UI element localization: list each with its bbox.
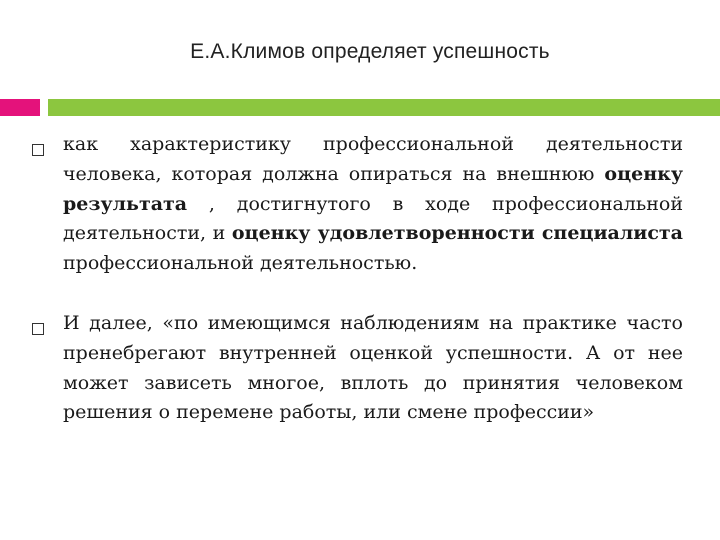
square-bullet-icon bbox=[32, 323, 44, 335]
bullet-1-seg-5: профессиональной деятельностью. bbox=[63, 252, 418, 275]
slide-title: Е.А.Климов определяет успешность bbox=[190, 40, 550, 63]
bullet-1-bold-2: оценку удовлетворенности специалиста bbox=[231, 222, 683, 245]
bullet-item-2 bbox=[63, 309, 683, 428]
bullet-item-1 bbox=[63, 130, 683, 279]
bullet-1-seg-3: , достигнутого в ходе профессиональной деятельности, и bbox=[63, 192, 683, 245]
square-bullet-icon bbox=[32, 144, 44, 156]
bullet-1-bold-1: оценку результата bbox=[63, 162, 683, 215]
bullet-2-seg-1: И далее, «по имеющимся наблюдениям на практике часто пренебрегают внутренней оценкой успешности. А от нее может зависеть многое, вплоть до принятия человеком решения о перемене работы, или смене профессии» bbox=[63, 312, 683, 424]
bullet-1-seg-1: как характеристику профессиональной деятельности человека, которая должна опираться на внешнюю bbox=[63, 133, 683, 185]
